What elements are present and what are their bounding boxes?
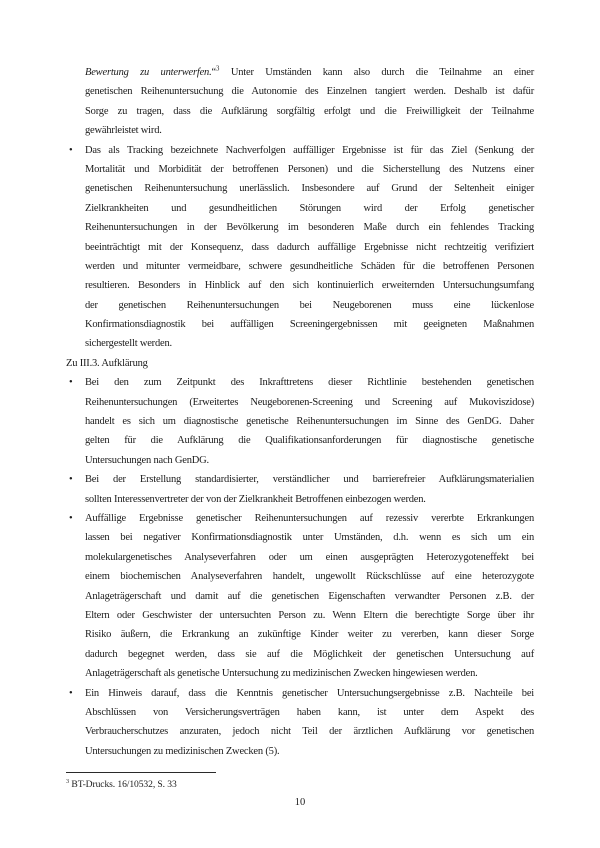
text-line: genetischen Reihenuntersuchung unerlässlich. Insbesondere auf Grund der Seltenheit einiger <box>85 183 534 195</box>
text-line: Das als Tracking bezeichnete Nachverfolgen auffälliger Ergebnisse ist für das Ziel (Senkung der <box>85 144 534 156</box>
bullet-icon: • <box>69 474 73 486</box>
bullet-icon: • <box>69 144 73 156</box>
text-line: Zielkrankheiten und gesundheitlichen Störungen wird der Erfolg genetischer <box>85 202 534 214</box>
text-line: Reihenuntersuchungen (Erweitertes Neugeborenen-Screening und Screening auf Mukoviszidose) <box>85 396 534 408</box>
closing-quote-mark: “ <box>211 67 216 78</box>
page-number: 10 <box>294 797 306 808</box>
text-line: lassen bei negativer Konfirmationsdiagnostik unter Umständen, d.h. wenn es sich um ein <box>85 532 534 544</box>
footnote-text: BT-Drucks. 16/10532, S. 33 <box>71 779 177 790</box>
text-line: beeinträchtigt mit der Konsequenz, dass dadurch auffällige Ergebnisse nicht rechtzeitig verifiziert <box>85 241 534 253</box>
bullet-icon: • <box>69 687 73 699</box>
intro-paragraph-lines <box>85 82 534 140</box>
text-line: Eltern oder Geschwister der untersuchten Person zu. Wenn Eltern die berechtigte Sorge über ihr <box>85 609 534 621</box>
text-line: werden und mitunter vermeidbare, schwere gesundheitliche Schäden für die betroffenen Personen <box>85 260 534 272</box>
text-line: dadurch begegnet werden, dass sie auf die Möglichkeit der genetischen Untersuchung auf <box>85 648 534 660</box>
bullet-text <box>85 684 534 762</box>
text-line: sollten Interessenvertreter der von der Zielkrankheit Betroffenen einbezogen werden. <box>85 493 426 505</box>
footnote-separator <box>66 772 216 773</box>
text-line: der genetischen Reihenuntersuchungen bei Neugeborenen muss eine lückenlose <box>85 299 534 311</box>
intro-paragraph <box>85 63 534 141</box>
bullet-item-auffaellige-ergebnisse <box>66 509 534 684</box>
text-line: Reihenuntersuchungen in der Bevölkerung im besonderen Maße durch ein fehlendes Tracking <box>85 222 534 234</box>
text-line: Auffällige Ergebnisse genetischer Reihenuntersuchungen auf rezessiv vererbte Erkrankungen <box>85 512 534 524</box>
text-line: Verbraucherschutzes anzuraten, jedoch nicht Teil der ärztlichen Aufklärung vor genetischen <box>85 726 534 738</box>
bullet-item-gendg <box>66 373 534 470</box>
text-line: Risiko äußern, die Erkrankung an zukünftige Kinder weiter zu vererben, kann dieser Sorge <box>85 629 534 641</box>
text-line: Konfirmationsdiagnostik bei auffälligen Screeningergebnissen mit geeigneten Maßnahmen <box>85 319 534 331</box>
footnote-number: 3 <box>66 777 70 785</box>
text-line: Anlageträgerschaft und damit auf die genetischen Eigenschaften verwandter Personen z.B. der <box>85 590 534 602</box>
bullet-text <box>85 470 534 509</box>
text-line: genetischen Reihenuntersuchung die Autonomie des Einzelnen tangiert werden. Deshalb ist dafür <box>85 86 534 98</box>
text-line: Mortalität und Morbidität der betroffenen Personen) und die Sicherstellung des Nutzens einer <box>85 163 534 175</box>
footnote <box>66 778 177 792</box>
page-content <box>66 63 534 761</box>
quoted-italic-text: Bewertung zu unterwerfen. <box>85 67 212 78</box>
text-line: gelten für die Aufklärung die Qualifikationsanforderungen für diagnostische genetische <box>85 435 534 447</box>
footnote-ref-marker: 3 <box>215 65 220 73</box>
text-line: Anlageträgerschaft als genetische Untersuchung zu medizinischen Zwecken hingewiesen werden. <box>85 668 478 680</box>
section-heading: Zu III.3. Aufklärung <box>66 357 148 369</box>
bullet-text <box>85 373 534 470</box>
text-line: einem biochemischen Analyseverfahren handelt, ungewollt Rückschlüsse auf eine heterozygote <box>85 571 534 583</box>
intro-first-line-text: Unter Umständen kann also durch die Teilnahme an einer <box>230 67 534 78</box>
bullet-item-versicherungshinweis <box>66 684 534 762</box>
text-line: sichergestellt werden. <box>85 338 172 350</box>
bullet-text <box>85 509 534 684</box>
text-line: gewährleistet wird. <box>85 125 162 137</box>
bullet-icon: • <box>69 377 73 389</box>
text-line: Abschlüssen von Versicherungsverträgen haben kann, ist unter dem Aspekt des <box>85 706 534 718</box>
text-line: Bei der Erstellung standardisierter, verständlicher und barrierefreier Aufklärungsmaterialien <box>85 474 534 486</box>
bullet-item-tracking <box>66 141 534 354</box>
text-line <box>85 63 534 82</box>
bullet-text <box>85 141 534 354</box>
bullet-item-aufklaerungsmaterialien <box>66 470 534 509</box>
text-line: resultieren. Besonders in Hinblick auf den sich kontinuierlich erweiternden Untersuchungsumfang <box>85 280 534 292</box>
text-line: Ein Hinweis darauf, dass die Kenntnis genetischer Untersuchungsergebnisse z.B. Nachteile bei <box>85 687 534 699</box>
text-line: Sorge zu tragen, dass die Aufklärung sorgfältig erfolgt und die Freiwilligkeit der Teilnahme <box>85 105 534 117</box>
text-line: Untersuchungen nach GenDG. <box>85 454 209 466</box>
text-line: Untersuchungen zu medizinischen Zwecken (5). <box>85 745 280 757</box>
text-line: molekulargenetisches Analyseverfahren oder um einen ausgeprägten Heterozygoteneffekt bei <box>85 551 534 563</box>
bullet-icon: • <box>69 512 73 524</box>
text-line: Bei den zum Zeitpunkt des Inkrafttretens dieser Richtlinie bestehenden genetischen <box>85 377 534 389</box>
text-line: handelt es sich um diagnostische genetische Reihenuntersuchungen im Sinne des GenDG. Daher <box>85 416 534 428</box>
